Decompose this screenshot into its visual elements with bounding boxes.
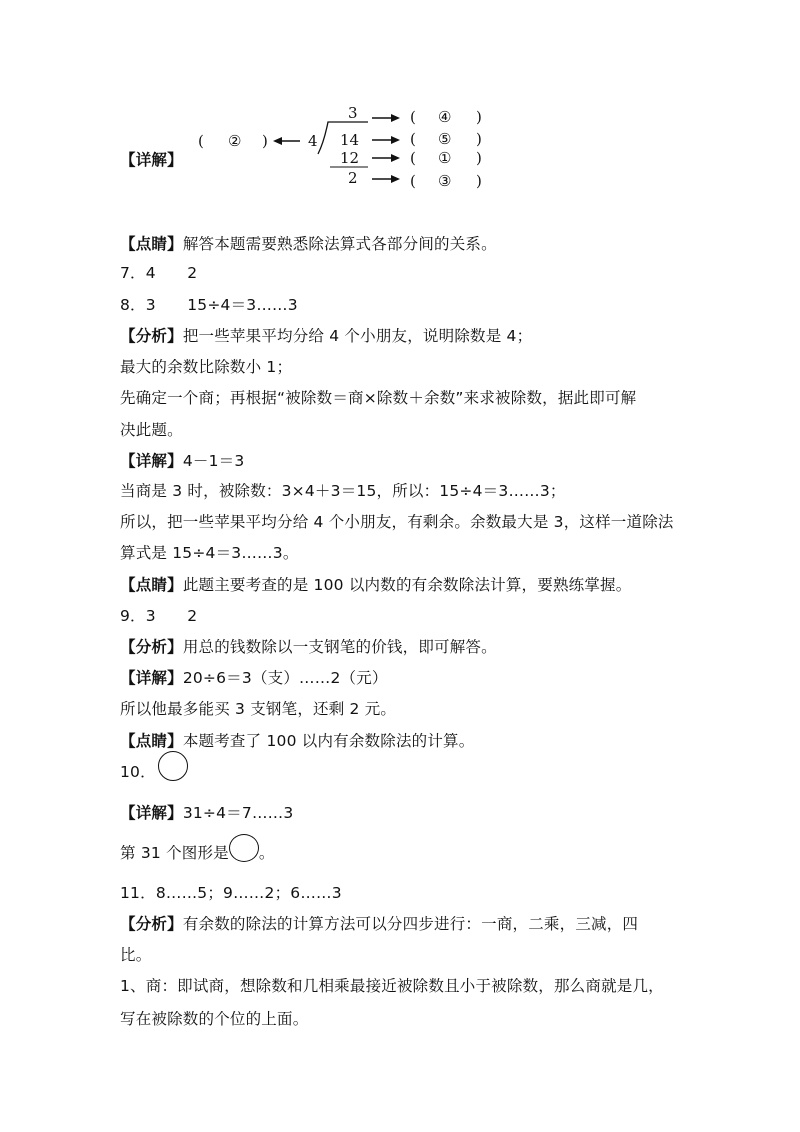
circle-figure [158,751,188,781]
text-line [120,843,275,863]
text-line [120,326,532,346]
text-line [120,976,664,996]
bracket-open: 【 [120,669,136,687]
bracket-close: 】 [167,151,183,169]
right-marker-3: ① [438,149,452,167]
line-text: 10． [120,763,156,781]
paren-close: ) [476,130,482,148]
text-line [120,234,497,254]
right-marker-4: ③ [438,172,452,190]
section-tag: 分析 [135,327,168,345]
quotient: 3 [348,104,358,122]
left-paren-open: ( [198,132,204,150]
text-line [120,699,396,719]
detail-label-diagram [120,150,183,170]
text-line [120,803,293,823]
bracket-close: 】 [167,452,183,470]
paren-open: ( [410,130,416,148]
line-text: 4－1＝3 [182,452,245,470]
text-line [120,451,244,471]
line-text: 11．8……5；9……2；6……3 [120,884,342,902]
line-text: 算式是 15÷4＝3……3。 [120,544,299,562]
text-line [120,575,631,595]
circle-figure [229,834,259,862]
line-text: 最大的余数比除数小 1； [120,358,293,376]
text-line [120,762,188,782]
section-tag: 分析 [135,638,168,656]
line-text: 8．3 15÷4＝3……3 [120,296,298,314]
bracket-open: 【 [120,151,136,169]
section-tag: 点睛 [135,235,168,253]
line-text: 所以他最多能买 3 支钢笔，还剩 2 元。 [120,700,397,718]
section-tag: 点睛 [135,732,168,750]
paren-close: ) [476,108,482,126]
dividend: 14 [340,131,360,149]
bracket-open: 【 [120,638,136,656]
left-paren-close: ) [262,132,268,150]
bracket-open: 【 [120,732,136,750]
bracket-open: 【 [120,804,136,822]
text-line [120,945,151,965]
right-arrows [372,114,400,183]
remainder: 2 [348,169,358,187]
text-line [120,914,638,934]
paren-open: ( [410,108,416,126]
text-line [120,731,474,751]
section-tag: 详解 [135,452,168,470]
line-text: 7．4 2 [120,264,198,282]
text-line [120,883,342,903]
text-line [120,357,292,377]
line-text: 此题主要考查的是 100 以内数的有余数除法计算，要熟练掌握。 [182,576,632,594]
line-text: 当商是 3 时，被除数：3×4＋3＝15，所以：15÷4＝3……3； [120,482,566,500]
bracket-open: 【 [120,452,136,470]
left-marker: ② [228,132,242,150]
paren-close: ) [476,172,482,190]
bracket-open: 【 [120,915,136,933]
line-text-after: 。 [258,844,275,862]
text-line [120,637,497,657]
text-line [120,1009,308,1029]
text-line [120,543,299,563]
bracket-close: 】 [167,804,183,822]
line-text: 先确定一个商；再根据“被除数＝商×除数＋余数”来求被除数，据此即可解 [120,389,637,407]
line-text: 决此题。 [120,421,183,439]
product: 12 [340,149,360,167]
line-text: 有余数的除法的计算方法可以分四步进行：一商，二乘，三减，四 [182,915,639,933]
section-tag: 分析 [135,915,168,933]
text-line [120,668,388,688]
line-text: 9．3 2 [120,607,198,625]
bracket-open: 【 [120,235,136,253]
text-line [120,481,566,501]
paren-open: ( [410,172,416,190]
bracket-open: 【 [120,327,136,345]
bracket-close: 】 [167,732,183,750]
text-line [120,512,674,532]
tag-word: 详解 [135,151,168,169]
bracket-close: 】 [167,915,183,933]
line-text: 31÷4＝7……3 [182,804,294,822]
section-tag: 点睛 [135,576,168,594]
paren-close: ) [476,149,482,167]
text-line [120,263,197,283]
bracket-close: 】 [167,669,183,687]
paren-open: ( [410,149,416,167]
line-text: 第 31 个图形是 [120,844,229,862]
line-text: 比。 [120,946,152,964]
bracket-close: 】 [167,327,183,345]
line-text: 本题考查了 100 以内有余数除法的计算。 [182,732,475,750]
section-tag: 详解 [135,804,168,822]
division-diagram [190,100,500,195]
bracket-close: 】 [167,576,183,594]
line-text: 把一些苹果平均分给 4 个小朋友，说明除数是 4； [182,327,533,345]
right-marker-2: ⑤ [438,130,452,148]
line-text: 1、商：即试商，想除数和几相乘最接近被除数且小于被除数，那么商就是几， [120,977,664,995]
section-tag: 详解 [135,669,168,687]
text-line [120,420,183,440]
text-line [120,388,636,408]
line-text: 解答本题需要熟悉除法算式各部分间的关系。 [182,235,497,253]
line-text: 20÷6＝3（支）……2（元） [182,669,388,687]
bracket-open: 【 [120,576,136,594]
divisor: 4 [308,132,318,150]
text-line [120,295,298,315]
text-line [120,606,197,626]
right-marker-1: ④ [438,108,452,126]
bracket-close: 】 [167,638,183,656]
line-text: 用总的钱数除以一支钢笔的价钱，即可解答。 [182,638,497,656]
arrow-left-head [273,137,282,145]
line-text: 写在被除数的个位的上面。 [120,1010,309,1028]
bracket-close: 】 [167,235,183,253]
line-text: 所以，把一些苹果平均分给 4 个小朋友，有剩余。余数最大是 3，这样一道除法 [120,513,674,531]
